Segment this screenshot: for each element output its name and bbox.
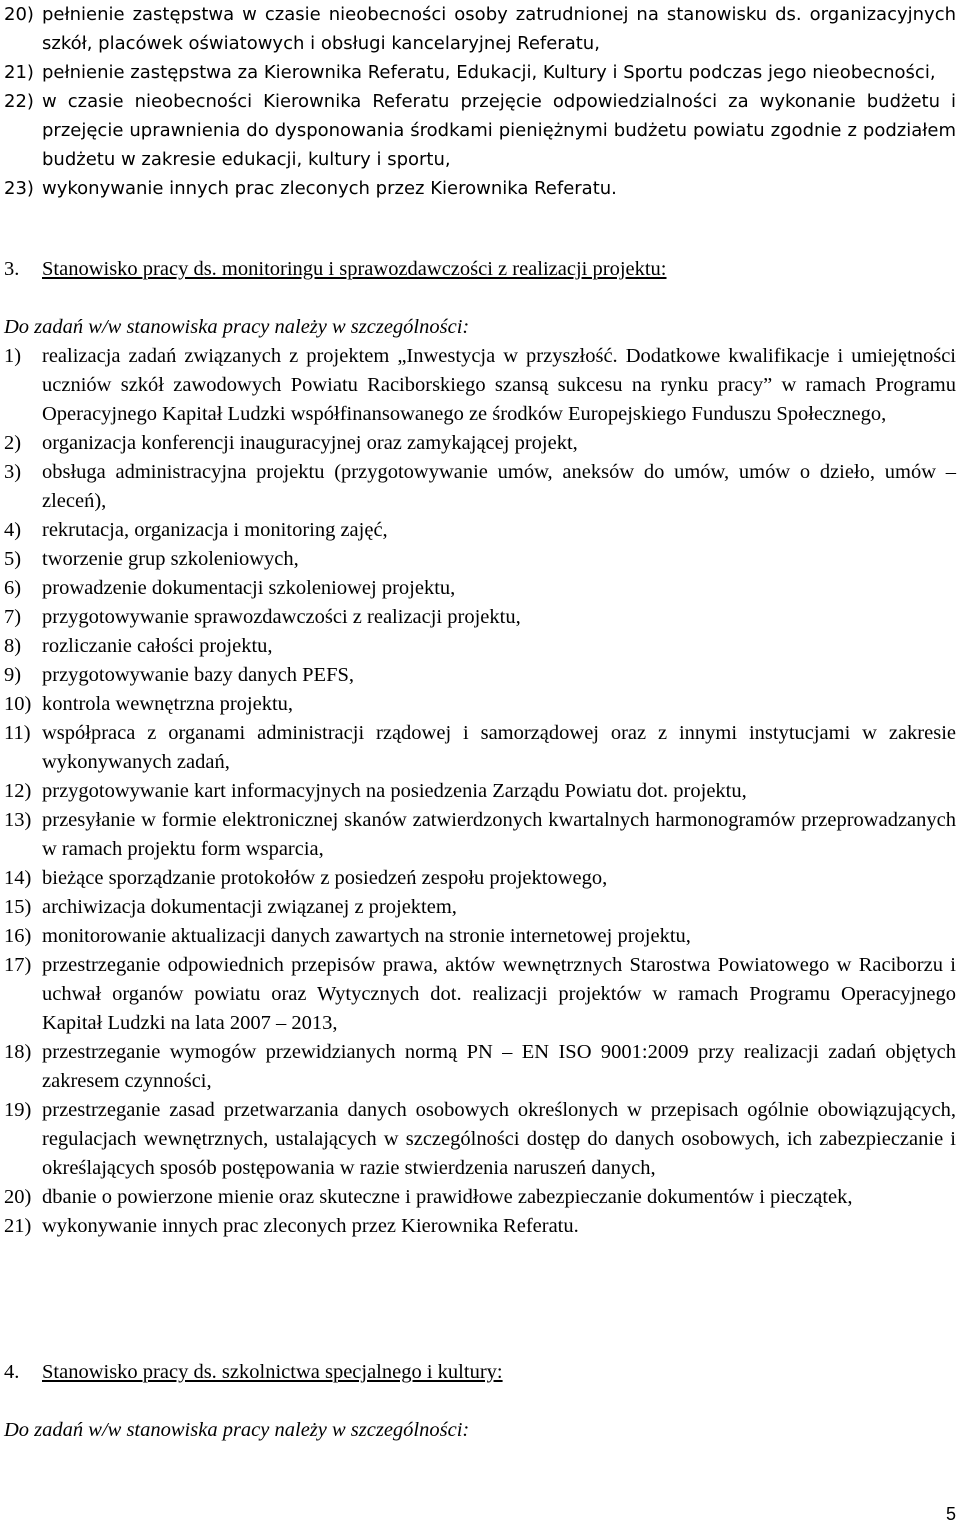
list-item [0,0,960,58]
list-item [0,690,960,719]
list-item-text: przestrzeganie zasad przetwarzania danych osobowych określonych w przepisach ogólnie obowiązujących, regulacjach wewnętrznych, ustalających w szczególności dostęp do danych osobowych, ich zabezpieczanie i określających sposób postępowania w razie stwierdzenia naruszeń danych, [42,1099,956,1179]
list-item [0,603,960,632]
section-4 [0,1358,960,1445]
list-item [0,516,960,545]
section-heading [0,1358,960,1387]
list-item-number: 23) [4,178,34,199]
section-intro: Do zadań w/w stanowiska pracy należy w szczególności: [4,316,470,338]
list-item-number: 16) [4,925,32,947]
list-item [0,777,960,806]
list-item [0,1183,960,1212]
list-item-text: wykonywanie innych prac zleconych przez Kierownika Referatu. [42,178,617,199]
list-item [0,719,960,777]
list-item [0,1096,960,1183]
list-item [0,661,960,690]
list-item [0,922,960,951]
list-item-text: w czasie nieobecności Kierownika Referatu przejęcie odpowiedzialności za wykonanie budżetu i przejęcie uprawnienia do dysponowania środkami pieniężnymi budżetu powiatu zgodnie z podziałem budżetu w zakresie edukacji, kultury i sportu, [42,91,956,170]
list-item-text: rozliczanie całości projektu, [42,635,273,657]
list-item-text: realizacja zadań związanych z projektem „Inwestycja w przyszłość. Dodatkowe kwalifikacje i umiejętności uczniów szkół zawodowych Powiatu Raciborskiego szansą sukcesu na rynku pracy” w ramach Programu Operacyjnego Kapitał Ludzki współfinansowanego ze środków Europejskiego Funduszu Społecznego, [42,345,956,425]
list-item-number: 6) [4,577,22,599]
list-item-text: rekrutacja, organizacja i monitoring zajęć, [42,519,388,541]
list-item-text: archiwizacja dokumentacji związanej z projektem, [42,896,457,918]
list-item-text: przygotowywanie sprawozdawczości z realizacji projektu, [42,606,521,628]
list-item-text: przesyłanie w formie elektronicznej skanów zatwierdzonych kwartalnych harmonogramów przeprowadzanych w ramach projektu form wsparcia, [42,809,956,860]
list-item-text: obsługa administracyjna projektu (przygotowywanie umów, aneksów do umów, umów o dzieło, umów – zleceń), [42,461,956,512]
list-item-number: 12) [4,780,32,802]
list-item [0,545,960,574]
list-item-text: pełnienie zastępstwa w czasie nieobecności osoby zatrudnionej na stanowisku ds. organizacyjnych szkół, placówek oświatowych i obsługi kancelaryjnej Referatu, [42,4,956,54]
list-item-number: 7) [4,606,22,628]
list-item-text: przestrzeganie odpowiednich przepisów prawa, aktów wewnętrznych Starostwa Powiatowego w Raciborzu i uchwał organów powiatu oraz Wytycznych dot. realizacji projektów w ramach Programu Operacyjnego Kapitał Ludzki na lata 2007 – 2013, [42,954,956,1034]
list-item-text: dbanie o powierzone mienie oraz skuteczne i prawidłowe zabezpieczanie dokumentów i pieczątek, [42,1186,853,1208]
list-item-number: 19) [4,1099,32,1121]
list-item-number: 17) [4,954,32,976]
list-item-number: 2) [4,432,22,454]
section-intro: Do zadań w/w stanowiska pracy należy w szczególności: [4,1419,470,1441]
list-item [0,174,960,203]
list-item-text: monitorowanie aktualizacji danych zawartych na stronie internetowej projektu, [42,925,691,947]
list-item [0,458,960,516]
list-item-text: kontrola wewnętrzna projektu, [42,693,294,715]
list-item [0,864,960,893]
list-item-text: bieżące sporządzanie protokołów z posiedzeń zespołu projektowego, [42,867,608,889]
list-item-text: przestrzeganie wymogów przewidzianych normą PN – EN ISO 9001:2009 przy realizacji zadań objętych zakresem czynności, [42,1041,956,1092]
list-item-number: 15) [4,896,32,918]
page-number: 5 [945,1504,956,1524]
list-item [0,429,960,458]
list-item [0,87,960,174]
list-item-number: 21) [4,62,34,83]
section-title: Stanowisko pracy ds. szkolnictwa specjalnego i kultury: [42,1361,503,1383]
list-item-number: 20) [4,1186,32,1208]
task-list [0,342,960,1241]
list-item-number: 11) [4,722,31,744]
list-item [0,1212,960,1241]
list-item-number: 18) [4,1041,32,1063]
list-item-text: przygotowywanie bazy danych PEFS, [42,664,354,686]
list-item-text: tworzenie grup szkoleniowych, [42,548,299,570]
list-item-number: 20) [4,4,34,25]
list-item-number: 1) [4,345,22,367]
list-item-text: organizacja konferencji inauguracyjnej oraz zamykającej projekt, [42,432,578,454]
list-item [0,574,960,603]
section-number: 4. [4,1361,20,1383]
list-item-number: 8) [4,635,22,657]
section-3 [0,255,960,1241]
list-item-text: przygotowywanie kart informacyjnych na posiedzenia Zarządu Powiatu dot. projektu, [42,780,747,802]
list-item-number: 10) [4,693,32,715]
list-item-number: 14) [4,867,32,889]
list-item [0,951,960,1038]
list-continuation [0,0,960,203]
list-item-number: 21) [4,1215,32,1237]
section-heading [0,255,960,284]
list-item-number: 13) [4,809,32,831]
list-item [0,58,960,87]
list-item-text: wykonywanie innych prac zleconych przez Kierownika Referatu. [42,1215,579,1237]
list-item [0,342,960,429]
list-item-number: 3) [4,461,22,483]
list-item-text: współpraca z organami administracji rządowej i samorządowej oraz z innymi instytucjami w zakresie wykonywanych zadań, [42,722,956,773]
list-item-text: pełnienie zastępstwa za Kierownika Referatu, Edukacji, Kultury i Sportu podczas jego nieobecności, [42,62,936,83]
list-item [0,893,960,922]
list-item-number: 4) [4,519,22,541]
list-item [0,632,960,661]
list-item-number: 5) [4,548,22,570]
list-item [0,1038,960,1096]
list-item-number: 22) [4,91,34,112]
list-item-text: prowadzenie dokumentacji szkoleniowej projektu, [42,577,456,599]
section-number: 3. [4,258,20,280]
list-item-number: 9) [4,664,22,686]
section-title: Stanowisko pracy ds. monitoringu i sprawozdawczości z realizacji projektu: [42,258,667,280]
list-item [0,806,960,864]
